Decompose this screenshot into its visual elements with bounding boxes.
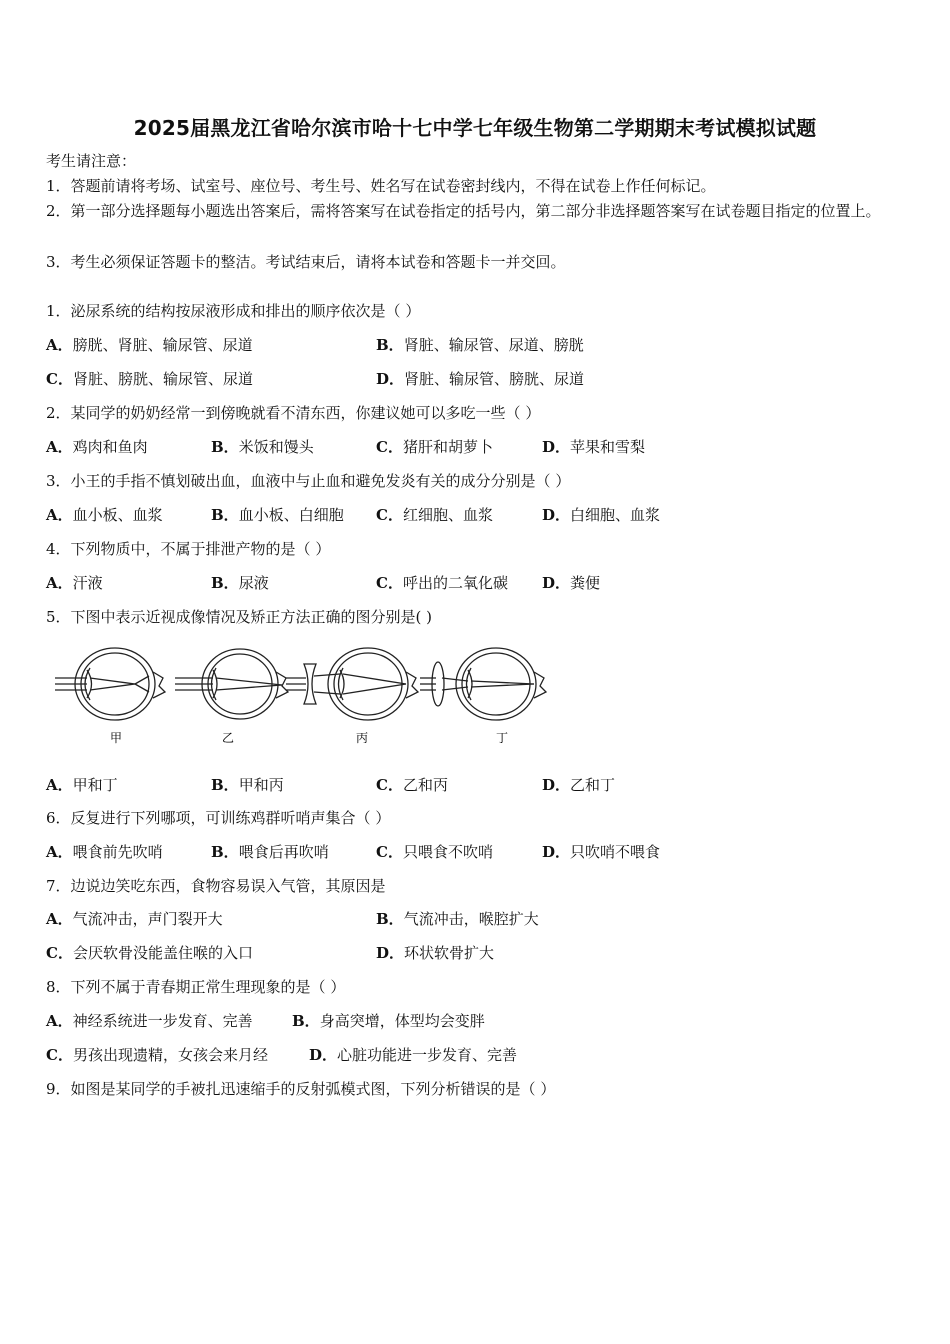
notice-item-2: 2．第一部分选择题每小题选出答案后，需将答案写在试卷指定的括号内，第二部分非选择题答案写在试卷题目指定的位置上。 (46, 202, 881, 220)
q3-option-c: C．红细胞、血浆 (376, 506, 493, 524)
figure-label-bing: 丙 (356, 731, 369, 745)
q6-option-b: B．喂食后再吹哨 (211, 843, 329, 861)
figure-label-yi: 乙 (222, 731, 235, 745)
q3-option-b: B．血小板、白细胞 (211, 506, 344, 524)
q1-option-d: D．肾脏、输尿管、膀胱、尿道 (376, 370, 585, 388)
question-8-stem: 8．下列不属于青春期正常生理现象的是（ ） (46, 978, 346, 996)
question-1-stem: 1．泌尿系统的结构按尿液形成和排出的顺序依次是（ ） (46, 302, 421, 320)
question-3-stem: 3．小王的手指不慎划破出血，血液中与止血和避免发炎有关的成分分别是（ ） (46, 472, 571, 490)
q2-option-a: A．鸡肉和鱼肉 (46, 438, 148, 456)
figure-label-ding: 丁 (496, 731, 509, 745)
q1-option-c: C．肾脏、膀胱、输尿管、尿道 (46, 370, 253, 388)
q7-option-b: B．气流冲击，喉腔扩大 (376, 910, 539, 928)
eye-diagram-jia (55, 648, 165, 720)
q7-option-c: C．会厌软骨没能盖住喉的入口 (46, 944, 253, 962)
q5-option-d: D．乙和丁 (542, 776, 616, 794)
figure-label-jia: 甲 (110, 731, 123, 745)
notice-header: 考生请注意： (46, 152, 137, 170)
q4-option-b: B．尿液 (211, 574, 269, 592)
eye-diagram-bing (286, 648, 418, 720)
page-title: 2025届黑龙江省哈尔滨市哈十七中学七年级生物第二学期期末考试模拟试题 (133, 116, 817, 140)
notice-item-1: 1．答题前请将考场、试室号、座位号、考生号、姓名写在试卷密封线内，不得在试卷上作任何标记。 (46, 177, 716, 195)
q4-option-a: A．汗液 (46, 574, 103, 592)
q6-option-a: A．喂食前先吹哨 (46, 843, 163, 861)
notice-item-3: 3．考生必须保证答题卡的整洁。考试结束后，请将本试卷和答题卡一并交回。 (46, 253, 566, 271)
q8-option-a: A．神经系统进一步发育、完善 (46, 1012, 253, 1030)
q2-option-b: B．米饭和馒头 (211, 438, 314, 456)
eye-diagram-yi (175, 649, 288, 719)
q5-option-c: C．乙和丙 (376, 776, 448, 794)
question-4-stem: 4．下列物质中，不属于排泄产物的是（ ） (46, 540, 331, 558)
q8-option-b: B．身高突增，体型均会变胖 (292, 1012, 485, 1030)
q6-option-d: D．只吹哨不喂食 (542, 843, 661, 861)
q2-option-c: C．猪肝和胡萝卜 (376, 438, 493, 456)
question-6-stem: 6．反复进行下列哪项，可训练鸡群听哨声集合（ ） (46, 809, 391, 827)
q5-option-a: A．甲和丁 (46, 776, 118, 794)
q5-option-b: B．甲和丙 (211, 776, 284, 794)
q7-option-d: D．环状软骨扩大 (376, 944, 495, 962)
question-5-stem: 5．下图中表示近视成像情况及矫正方法正确的图分别是( ) (46, 608, 433, 626)
q8-option-d: D．心脏功能进一步发育、完善 (309, 1046, 518, 1064)
q3-option-a: A．血小板、血浆 (46, 506, 163, 524)
question-9-stem: 9．如图是某同学的手被扎迅速缩手的反射弧模式图，下列分析错误的是（ ） (46, 1080, 556, 1098)
q4-option-c: C．呼出的二氧化碳 (376, 574, 508, 592)
q1-option-a: A．膀胱、肾脏、输尿管、尿道 (46, 336, 253, 354)
question-7-stem: 7．边说边笑吃东西，食物容易误入气管，其原因是 (46, 877, 386, 895)
q4-option-d: D．粪便 (542, 574, 601, 592)
q8-option-c: C．男孩出现遗精，女孩会来月经 (46, 1046, 268, 1064)
q6-option-c: C．只喂食不吹哨 (376, 843, 493, 861)
eye-diagram-figure (50, 638, 560, 750)
q3-option-d: D．白细胞、血浆 (542, 506, 661, 524)
q2-option-d: D．苹果和雪梨 (542, 438, 646, 456)
question-2-stem: 2．某同学的奶奶经常一到傍晚就看不清东西，你建议她可以多吃一些（ ） (46, 404, 541, 422)
eye-diagram-ding (420, 648, 546, 720)
q1-option-b: B．肾脏、输尿管、尿道、膀胱 (376, 336, 584, 354)
q7-option-a: A．气流冲击，声门裂开大 (46, 910, 223, 928)
